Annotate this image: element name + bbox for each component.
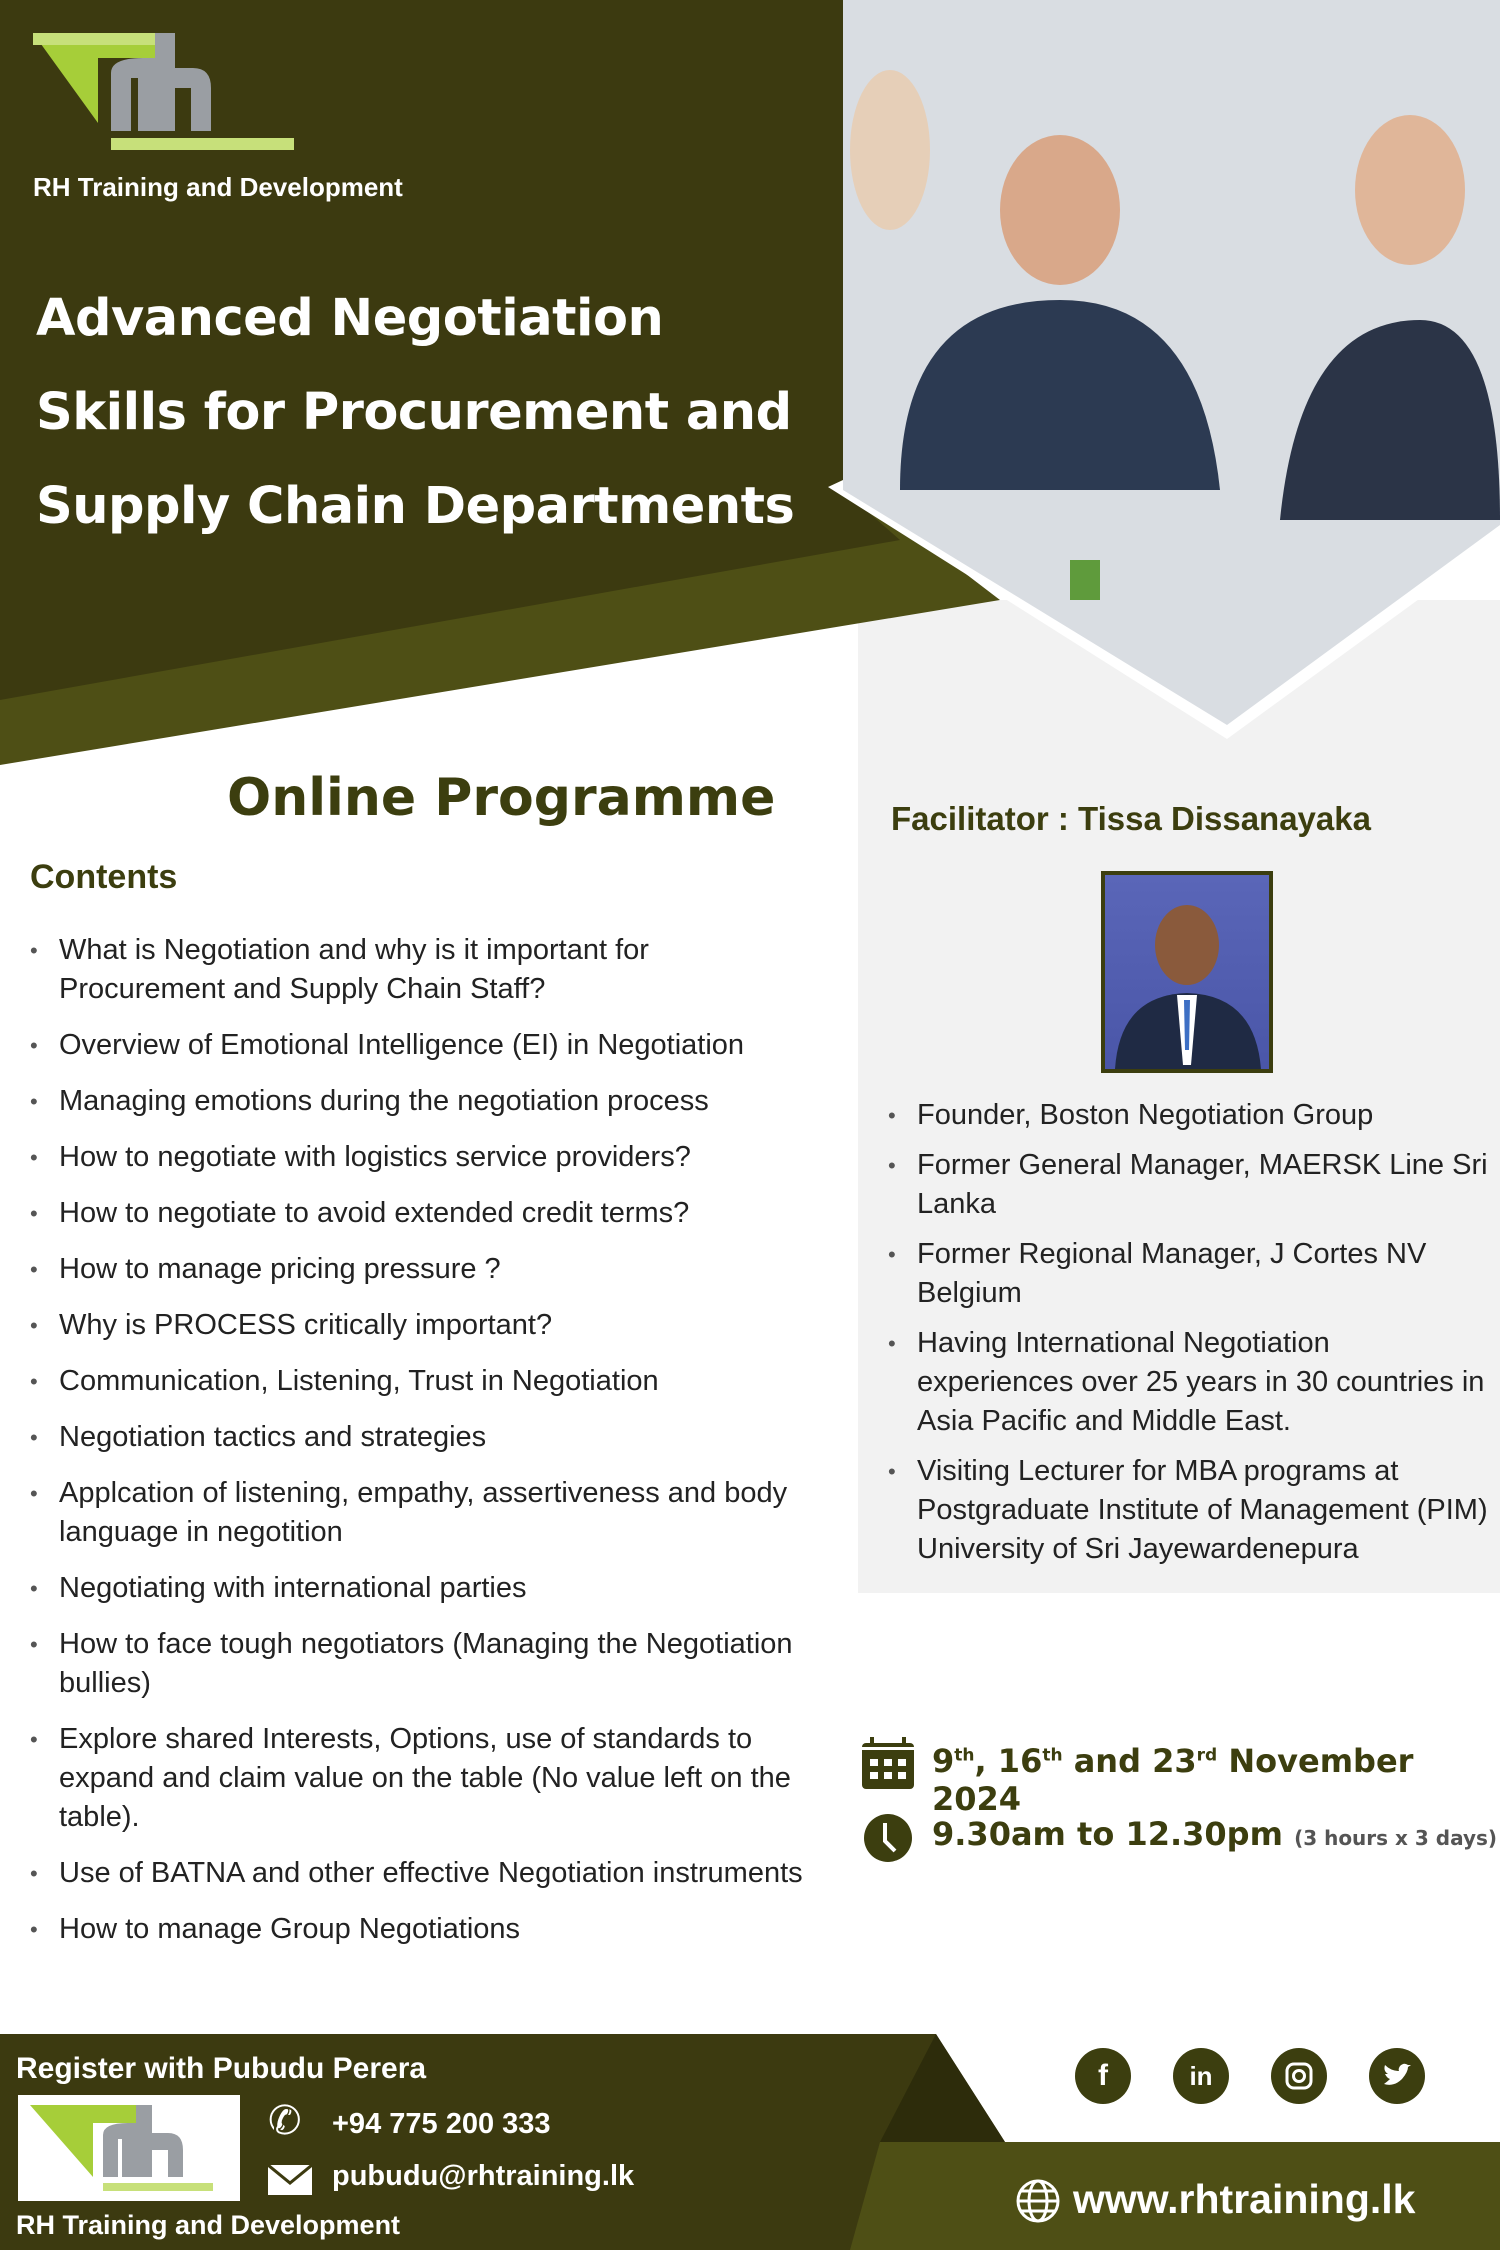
list-item: • Founder, Boston Negotiation Group — [888, 1096, 1488, 1135]
phone-icon: ✆ — [268, 2099, 302, 2143]
list-item: • Negotiating with international parties — [30, 1569, 820, 1608]
list-item: • How to manage Group Negotiations — [30, 1910, 820, 1949]
facilitator-bio — [888, 1096, 1488, 1580]
list-item: • Use of BATNA and other effective Negotiation instruments — [30, 1854, 820, 1893]
email-address[interactable]: pubudu@rhtraining.lk — [332, 2160, 635, 2192]
email-icon — [268, 2165, 312, 2200]
title-line: Supply Chain Departments — [36, 477, 795, 536]
list-item: • Negotiation tactics and strategies — [30, 1418, 820, 1457]
title-line: Advanced Negotiation — [36, 289, 664, 348]
brand-name: RH Training and Development — [33, 172, 403, 202]
twitter-icon[interactable] — [1369, 2048, 1425, 2104]
website-link[interactable]: www.rhtraining.lk — [1073, 2176, 1416, 2222]
facebook-icon[interactable]: f — [1075, 2048, 1131, 2104]
contents-heading: Contents — [30, 858, 178, 896]
facilitator-photo — [1101, 871, 1273, 1073]
list-item: • Former General Manager, MAERSK Line Sri Lanka — [888, 1146, 1488, 1224]
list-item: • Communication, Listening, Trust in Negotiation — [30, 1362, 820, 1401]
list-item: • Why is PROCESS critically important? — [30, 1306, 820, 1345]
list-item: • What is Negotiation and why is it important for Procurement and Supply Chain Staff? — [30, 931, 820, 1009]
globe-icon — [1015, 2178, 1061, 2229]
list-item: • How to face tough negotiators (Managing the Negotiation bullies) — [30, 1625, 820, 1703]
list-item: • Visiting Lecturer for MBA programs at Postgraduate Institute of Management (PIM) University of Sri Jayewardenepura — [888, 1452, 1488, 1569]
contents-list — [30, 931, 820, 1966]
rh-logo — [33, 33, 295, 153]
instagram-icon[interactable] — [1271, 2048, 1327, 2104]
list-item: • How to manage pricing pressure ? — [30, 1250, 820, 1289]
list-item: • Overview of Emotional Intelligence (EI) in Negotiation — [30, 1026, 820, 1065]
list-item: • How to negotiate to avoid extended credit terms? — [30, 1194, 820, 1233]
phone-number[interactable]: +94 775 200 333 — [332, 2108, 551, 2140]
list-item: • Having International Negotiation experiences over 25 years in 30 countries in Asia Pacific and Middle East. — [888, 1324, 1488, 1441]
list-item: • Explore shared Interests, Options, use of standards to expand and claim value on the table (No value left on the table). — [30, 1720, 820, 1837]
format-heading: Online Programme — [227, 768, 776, 828]
footer-brand: RH Training and Development — [16, 2210, 401, 2240]
register-label: Register with Pubudu Perera — [16, 2052, 427, 2085]
clock-icon — [863, 1813, 913, 1868]
social-links — [1075, 2048, 1425, 2104]
list-item: • Applcation of listening, empathy, assertiveness and body language in negotition — [30, 1474, 820, 1552]
list-item: • Managing emotions during the negotiation process — [30, 1082, 820, 1121]
programme-time: 9.30am to 12.30pm (3 hours x 3 days) — [932, 1815, 1498, 1853]
linkedin-icon[interactable]: in — [1173, 2048, 1229, 2104]
calendar-icon — [860, 1735, 916, 1796]
programme-dates: 9th, 16th and 23rd November 2024 — [932, 1742, 1414, 1818]
course-title — [36, 272, 794, 554]
footer-logo — [18, 2095, 240, 2201]
list-item: • How to negotiate with logistics service providers? — [30, 1138, 820, 1177]
title-line: Skills for Procurement and — [36, 383, 792, 442]
facilitator-label: Facilitator : Tissa Dissanayaka — [891, 800, 1371, 837]
list-item: • Former Regional Manager, J Cortes NV Belgium — [888, 1235, 1488, 1313]
